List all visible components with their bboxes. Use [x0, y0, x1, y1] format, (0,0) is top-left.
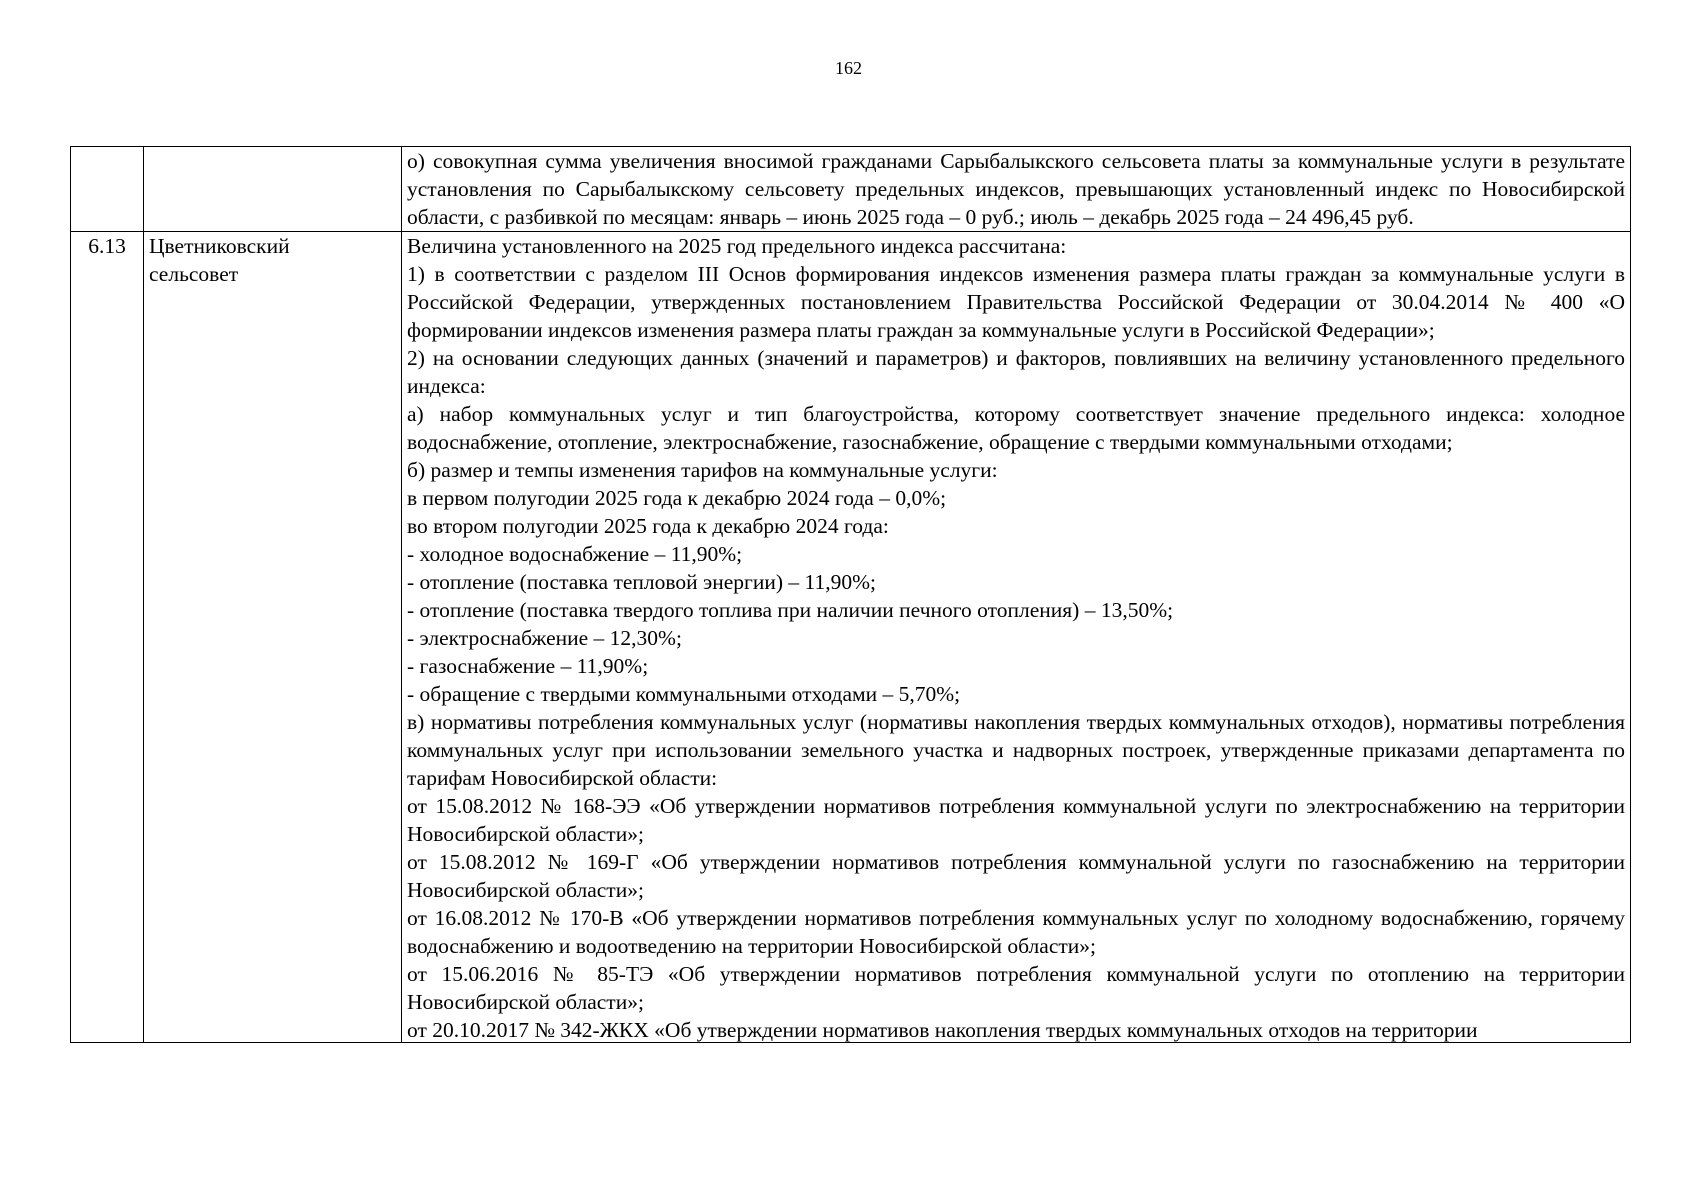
- table-row: [71, 147, 1631, 232]
- paragraph: во втором полугодии 2025 года к декабрю 2024 года:: [407, 514, 889, 538]
- regulation-item: от 16.08.2012 № 170-В «Об утверждении нормативов потребления коммунальных услуг по холодному водоснабжению, горячему водоснабжению и водоотведению на территории Новосибирской области»;: [407, 906, 1625, 958]
- paragraph: 1) в соответствии с разделом III Основ формирования индексов изменения размера платы граждан за коммунальные услуги в Российской Федерации, утвержденных постановлением Правительства Российской Федерации от 30.04.2014 № 400 «О формировании индексов изменения размера платы граждан за коммунальные услуги в Российской Федерации»;: [407, 262, 1625, 342]
- description-cell: [402, 147, 1631, 232]
- municipality-name-line: Цветниковский: [149, 234, 290, 258]
- municipality-name-line: сельсовет: [149, 262, 239, 286]
- paragraph: в первом полугодии 2025 года к декабрю 2024 года – 0,0%;: [407, 486, 947, 510]
- row-number-cell: [71, 147, 144, 232]
- paragraph: Величина установленного на 2025 год предельного индекса рассчитана:: [407, 234, 1067, 258]
- regulation-item: от 15.08.2012 № 169-Г «Об утверждении нормативов потребления коммунальной услуги по газоснабжению на территории Новосибирской области»;: [407, 850, 1625, 902]
- description-cell: [402, 232, 1631, 1043]
- list-item: - отопление (поставка твердого топлива при наличии печного отопления) – 13,50%;: [407, 598, 1174, 622]
- regulation-item: от 15.06.2016 № 85-ТЭ «Об утверждении нормативов потребления коммунальной услуги по отоплению на территории Новосибирской области»;: [407, 962, 1625, 1014]
- municipality-cell: [144, 232, 402, 1043]
- table-row: [71, 232, 1631, 1043]
- document-table: [70, 146, 1631, 1043]
- list-item: - холодное водоснабжение – 11,90%;: [407, 542, 743, 566]
- paragraph: в) нормативы потребления коммунальных услуг (нормативы накопления твердых коммунальных отходов), нормативы потребления коммунальных услуг при использовании земельного участка и надворных построек, утвержденные приказами департамента по тарифам Новосибирской области:: [407, 710, 1625, 790]
- paragraph: 2) на основании следующих данных (значений и параметров) и факторов, повлиявших на величину установленного предельного индекса:: [407, 346, 1625, 398]
- municipality-cell: [144, 147, 402, 232]
- regulation-item: от 15.08.2012 № 168-ЭЭ «Об утверждении нормативов потребления коммунальной услуги по электроснабжению на территории Новосибирской области»;: [407, 794, 1625, 846]
- paragraph: а) набор коммунальных услуг и тип благоустройства, которому соответствует значение предельного индекса: холодное водоснабжение, отопление, электроснабжение, газоснабжение, обращение с твердыми коммунальными отходами;: [407, 402, 1625, 454]
- list-item: - отопление (поставка тепловой энергии) – 11,90%;: [407, 570, 876, 594]
- list-item: - газоснабжение – 11,90%;: [407, 654, 649, 678]
- list-item: - обращение с твердыми коммунальными отходами – 5,70%;: [407, 682, 961, 706]
- list-item: - электроснабжение – 12,30%;: [407, 626, 682, 650]
- page-number: 162: [835, 58, 862, 78]
- row-number-cell: 6.13: [71, 232, 144, 1043]
- paragraph: о) совокупная сумма увеличения вносимой гражданами Сарыбалыкского сельсовета платы за коммунальные услуги в результате установления по Сарыбалыкскому сельсовету предельных индексов, превышающих установленный индекс по Новосибирской области, с разбивкой по месяцам: январь – июнь 2025 года – 0 руб.; июль – декабрь 2025 года – 24 496,45 руб.: [407, 149, 1625, 229]
- regulation-item: от 20.10.2017 № 342-ЖКХ «Об утверждении нормативов накопления твердых коммунальных отходов на территории: [407, 1018, 1478, 1042]
- paragraph: б) размер и темпы изменения тарифов на коммунальные услуги:: [407, 458, 998, 482]
